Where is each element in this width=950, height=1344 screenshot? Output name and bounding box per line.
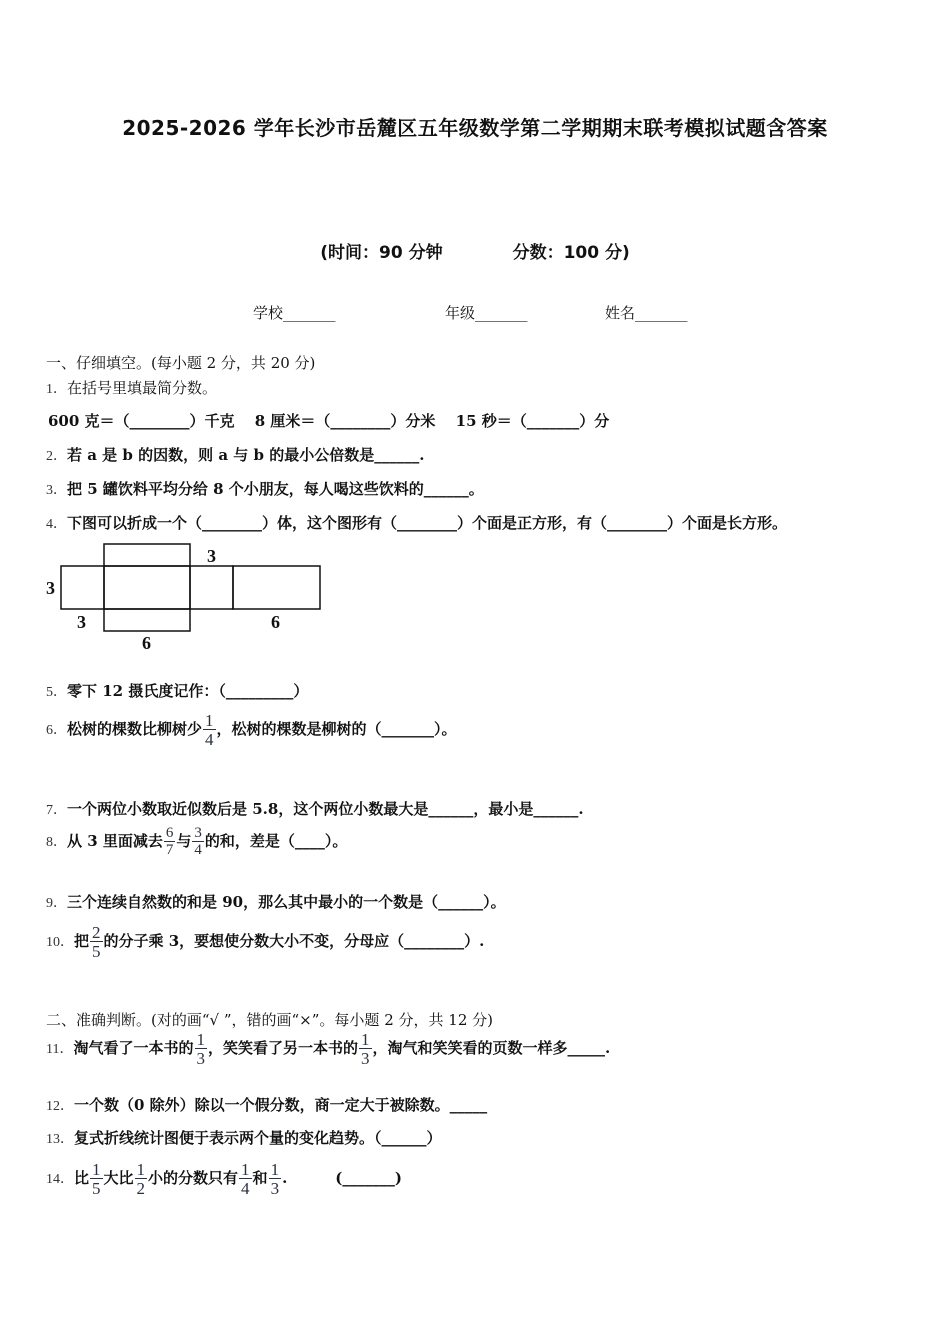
question-9 bbox=[46, 891, 506, 912]
fraction: $\frac{1}{4}$ bbox=[205, 711, 214, 749]
page-title: 2025-2026 学年长沙市岳麓区五年级数学第二学期期末联考模拟试题含答案 bbox=[122, 116, 828, 140]
net-face-bottom bbox=[104, 609, 190, 631]
question-text: 在括号里填最简分数。 bbox=[67, 379, 218, 397]
question-number: 10． bbox=[46, 935, 74, 950]
question-number: 1． bbox=[46, 382, 67, 397]
question-3 bbox=[46, 478, 484, 499]
name-field: 姓名_______ bbox=[605, 304, 688, 322]
fraction: $\frac{1}{4}$ bbox=[241, 1160, 250, 1198]
section2-heading: 二、准确判断。(对的画“√ ”，错的画“×”。每小题 2 分，共 12 分) bbox=[46, 1011, 493, 1029]
question-text: 三个连续自然数的和是 90，那么其中最小的一个数是（______）。 bbox=[67, 893, 506, 911]
question-number: 3． bbox=[46, 483, 67, 498]
question-number: 2． bbox=[46, 449, 67, 464]
exam-time: (时间：90 分钟 bbox=[320, 243, 443, 263]
question-text: 一个数（0 除外）除以一个假分数，商一定大于被除数。_____ bbox=[74, 1096, 488, 1114]
question-number: 9． bbox=[46, 896, 67, 911]
question-text: 一个两位小数取近似数后是 5.8，这个两位小数最大是______，最小是______. bbox=[67, 800, 584, 818]
question-number: 11． bbox=[46, 1042, 74, 1057]
question-11: 11．淘气看了一本书的 $\frac{1}{3}$ ，笑笑看了另一本书的 $\frac{1}{3}$ ，淘气和笑笑看的页数一样多_____. bbox=[46, 1030, 611, 1068]
grade-field: 年级_______ bbox=[445, 304, 528, 322]
question-7 bbox=[46, 798, 584, 819]
question-number: 6． bbox=[46, 723, 67, 738]
question-5 bbox=[46, 680, 308, 701]
fraction: $\frac{3}{4}$ bbox=[194, 825, 202, 858]
fraction: $\frac{1}{3}$ bbox=[270, 1160, 280, 1198]
question-2 bbox=[46, 444, 424, 465]
question-number: 12． bbox=[46, 1099, 74, 1114]
question-13 bbox=[46, 1127, 442, 1148]
question-text: 零下 12 摄氏度记作：（_________） bbox=[67, 682, 309, 700]
question-8: 8．从 3 里面减去 $\frac{6}{7}$ 与 $\frac{3}{4}$ 的和，差是（____）。 bbox=[46, 825, 348, 858]
net-label-back: 6 bbox=[271, 612, 280, 632]
question-text: 若 a 是 b 的因数，则 a 与 b 的最小公倍数是______. bbox=[67, 446, 425, 464]
net-face-left bbox=[61, 566, 104, 609]
question-number: 5． bbox=[46, 685, 67, 700]
cuboid-net-figure bbox=[44, 540, 334, 655]
question-1 bbox=[46, 377, 217, 398]
net-label-bottom-left: 3 bbox=[77, 612, 86, 632]
school-field: 学校_______ bbox=[253, 304, 336, 322]
net-face-right bbox=[190, 566, 233, 609]
question-1-row: 600 克＝（________）千克 8 厘米＝（________）分米 15 秒＝（_______）分 bbox=[48, 412, 610, 430]
question-number: 14． bbox=[46, 1172, 74, 1187]
net-label-left: 3 bbox=[46, 578, 55, 598]
question-12 bbox=[46, 1094, 487, 1115]
question-number: 7． bbox=[46, 803, 67, 818]
net-face-back bbox=[233, 566, 320, 609]
exam-meta bbox=[0, 238, 950, 263]
fraction: $\frac{6}{7}$ bbox=[165, 825, 174, 858]
question-number: 4． bbox=[46, 517, 67, 532]
fraction: $\frac{1}{3}$ bbox=[361, 1030, 370, 1068]
question-6: 6．松树的棵数比柳树少 $\frac{1}{4}$ ，松树的棵数是柳树的（_______）。 bbox=[46, 711, 457, 749]
question-text: 下图可以折成一个（________）体，这个图形有（________）个面是正方形，有（________）个面是长方形。 bbox=[67, 514, 788, 532]
question-text: 把 5 罐饮料平均分给 8 个小朋友，每人喝这些饮料的______。 bbox=[67, 480, 484, 498]
net-label-bottom: 6 bbox=[142, 633, 151, 653]
question-number: 13． bbox=[46, 1132, 74, 1147]
question-10: 10．把 $\frac{2}{5}$ 的分子乘 3，要想使分数大小不变，分母应（________）. bbox=[46, 923, 485, 961]
question-14: 14．比 $\frac{1}{5}$ 大比 $\frac{1}{2}$ 小的分数只有 $\frac{1}{4}$ 和 $\frac{1}{3}$ . (_______) bbox=[46, 1160, 402, 1198]
net-face-top bbox=[104, 544, 190, 566]
fraction: $\frac{1}{3}$ bbox=[196, 1030, 205, 1068]
answer-blank: (_______) bbox=[335, 1169, 402, 1187]
fraction: $\frac{1}{5}$ bbox=[92, 1160, 101, 1198]
question-text: 复式折线统计图便于表示两个量的变化趋势。（______） bbox=[74, 1129, 442, 1147]
section1-heading: 一、仔细填空。(每小题 2 分，共 20 分) bbox=[46, 354, 316, 372]
question-4 bbox=[46, 512, 787, 533]
net-face-front bbox=[104, 566, 190, 609]
question-number: 8． bbox=[46, 835, 67, 850]
exam-score: 分数：100 分) bbox=[512, 243, 630, 263]
fraction: $\frac{1}{2}$ bbox=[136, 1160, 146, 1198]
net-label-top: 3 bbox=[207, 546, 216, 566]
fraction: $\frac{2}{5}$ bbox=[92, 923, 101, 961]
